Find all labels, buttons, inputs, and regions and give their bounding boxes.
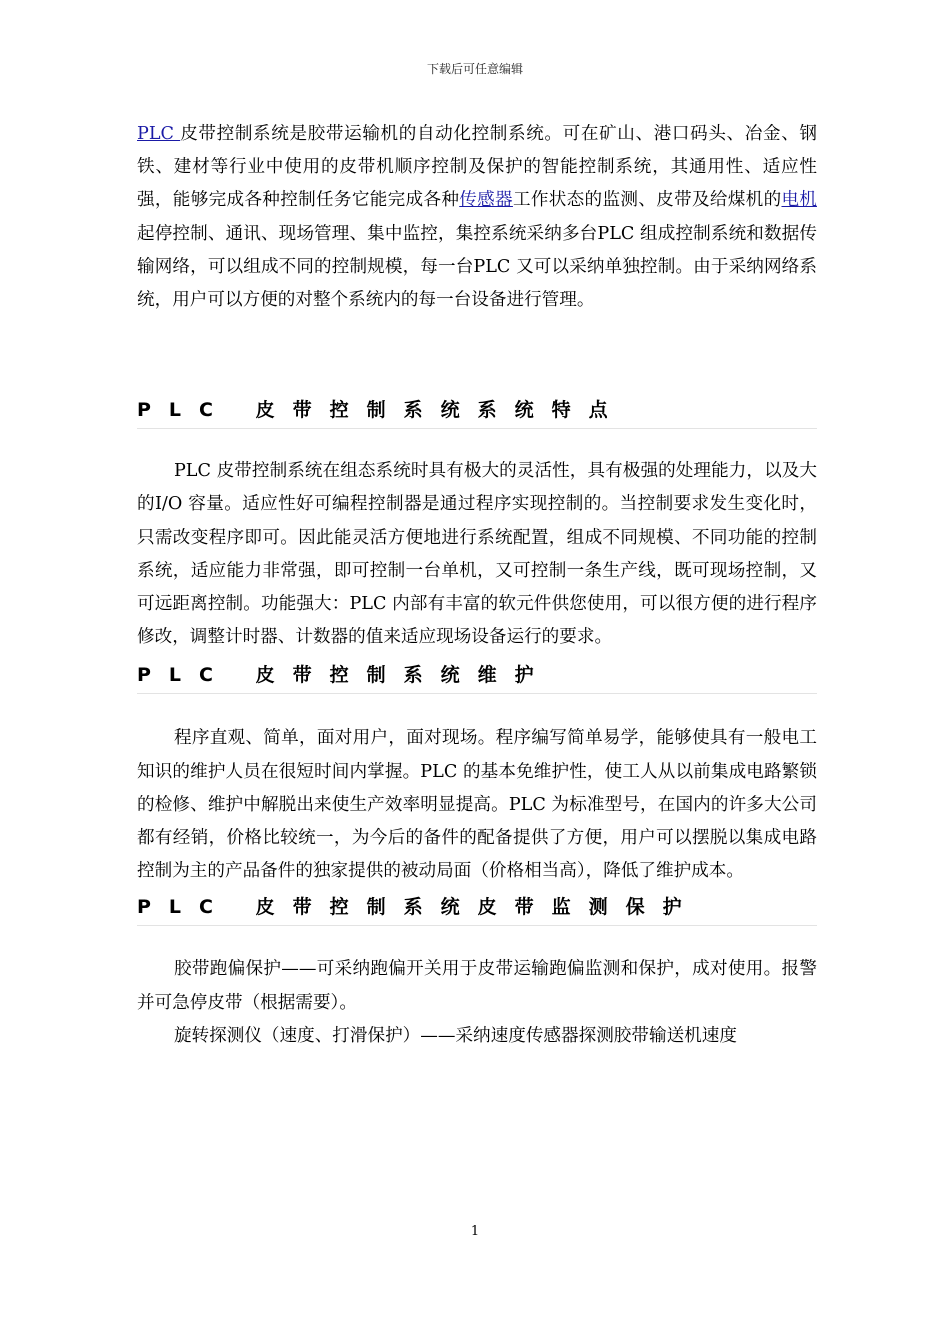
maintenance-paragraph: 程序直观、简单，面对用户，面对现场。程序编写简单易学，能够使具有一般电工知识的维护人员在很短时间内掌握。PLC 的基本免维护性，使工人从以前集成电路繁锁的检修、维护中解脱出来使生产效率明显提高。PLC 为标准型号，在国内的许多大公司都有经销，价格比较统一，为今后的备件的配备提供了方便，用户可以摆脱以集成电路控制为主的产品备件的独家提供的被动局面（价格相当高），降低了维护成本。 xyxy=(137,728,817,882)
intro-text-2: 工作状态的监测、皮带及给煤机的 xyxy=(512,190,782,211)
page-header: 下载后可任意编辑 xyxy=(426,62,523,76)
section-heading-maintenance: PLC 皮带控制系统维护 xyxy=(137,660,817,694)
plc-link[interactable]: PLC xyxy=(137,124,181,144)
page-number: 1 xyxy=(470,1224,480,1239)
document-body xyxy=(137,118,817,1053)
intro-text-3: 起停控制、通讯、现场管理、集中监控，集控系统采纳多台PLC 组成控制系统和数据传输网络，可以组成不同的控制规模，每一台PLC 又可以采纳单独控制。由于采纳网络系统，用户可以方便的对整个系统内的每一台设备进行管理。 xyxy=(137,223,817,311)
intro-text-1: 皮带控制系统是胶带运输机的自动化控制系统。可在矿山、港口码头、冶金、钢铁、建材等行业中使用的皮带机顺序控制及保护的智能控制系统，其通用性、适应性强，能够完成各种控制任务它能完成各种 xyxy=(137,124,817,211)
motor-link[interactable]: 电机 xyxy=(781,190,817,211)
section-heading-monitoring: PLC 皮带控制系统皮带监测保护 xyxy=(137,892,817,926)
monitoring-paragraph-1: 胶带跑偏保护——可采纳跑偏开关用于皮带运输跑偏监测和保护，成对使用。报警并可急停皮带（根据需要）。 xyxy=(137,959,817,1013)
features-paragraph: PLC 皮带控制系统在组态系统时具有极大的灵活性，具有极强的处理能力，以及大的I/O 容量。适应性好可编程控制器是通过程序实现控制的。当控制要求发生变化时，只需改变程序即可。因此能灵活方便地进行系统配置，组成不同规模、不同功能的控制系统，适应能力非常强，即可控制一台单机，又可控制一条生产线，既可现场控制，又可远距离控制。功能强大：PLC 内部有丰富的软元件供您使用，可以很方便的进行程序修改，调整计时器、计数器的值来适应现场设备运行的要求。 xyxy=(137,461,817,648)
intro-paragraph xyxy=(137,118,817,317)
sensor-link[interactable]: 传感器 xyxy=(459,190,513,211)
monitoring-paragraph-2: 旋转探测仪（速度、打滑保护）——采纳速度传感器探测胶带输送机速度 xyxy=(173,1025,737,1046)
section-heading-features: PLC 皮带控制系统系统特点 xyxy=(137,395,817,429)
